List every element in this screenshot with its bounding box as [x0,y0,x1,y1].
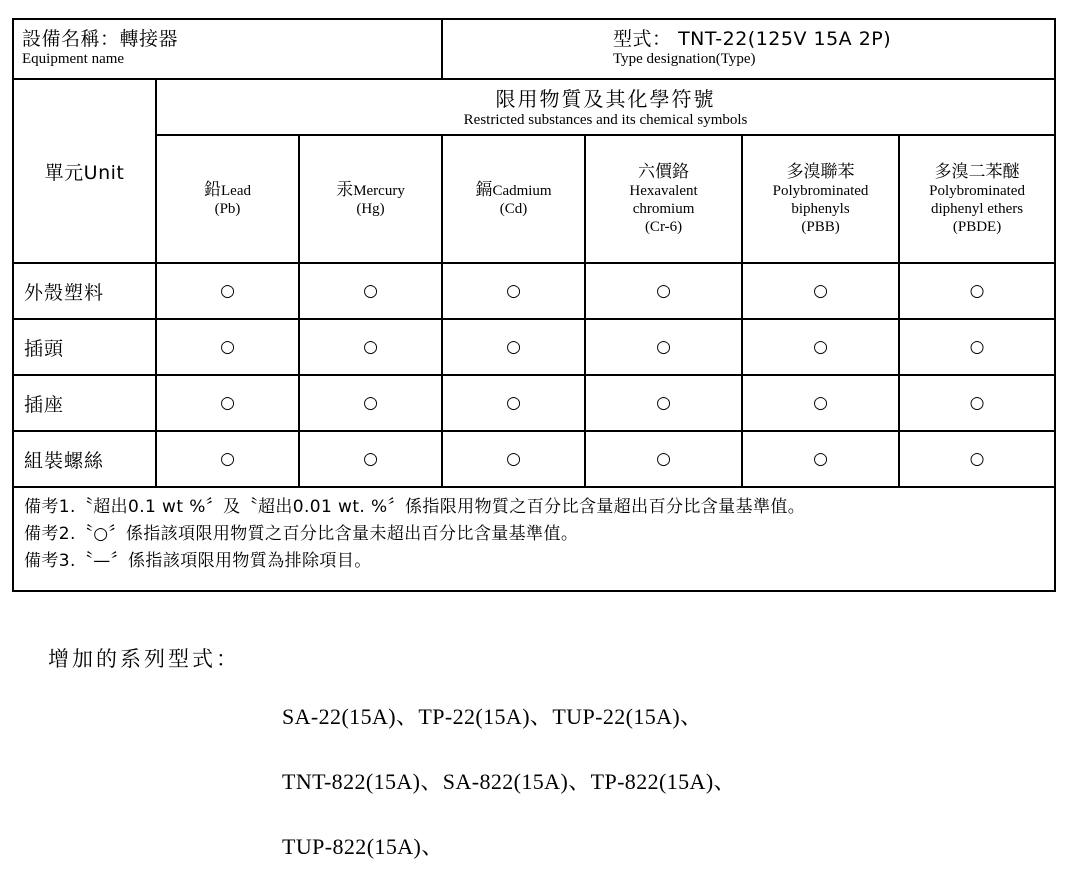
substance-header-hexavalent-chromium [585,135,742,263]
cell-2-5: ○ [899,375,1055,431]
table-header-row-substances [13,135,1055,263]
row-label-0: 外殼塑料 [13,263,156,319]
restricted-band-en: Restricted substances and its chemical symbols [463,112,748,128]
substance-symbol-3: (Cr-6) [644,219,683,236]
substance-extra-5: diphenyl ethers [931,201,1024,218]
substance-name-cn-0: 鉛 [204,179,221,200]
substance-name-en-0: Lead [221,182,251,199]
cell-3-0: ○ [156,431,299,487]
cell-3-1: ○ [299,431,442,487]
cell-1-1: ○ [299,319,442,375]
type-designation-en: Type designation(Type) [613,50,756,67]
substance-name-cn-1: 汞 [336,179,354,200]
cell-3-3: ○ [585,431,742,487]
row-label-1: 插頭 [13,319,156,375]
substance-header-cadmium [442,135,585,263]
table-header-row-equipment [13,19,1055,79]
cell-2-4: ○ [742,375,899,431]
notes-cell [13,487,1055,591]
unit-header-label: 單元Unit [44,161,125,184]
table-header-row-restricted [13,79,1055,135]
table-row [13,319,1055,375]
cell-0-0: ○ [156,263,299,319]
substance-header-lead [156,135,299,263]
table-row [13,375,1055,431]
substance-header-mercury [299,135,442,263]
cell-1-5: ○ [899,319,1055,375]
series-line-3: TUP-822(15A)、 [282,834,444,859]
substance-symbol-4: (PBB) [801,219,840,236]
equipment-name-en: Equipment name [22,50,125,67]
substance-symbol-0: (Pb) [214,201,241,218]
cell-0-3: ○ [585,263,742,319]
cell-2-0: ○ [156,375,299,431]
note-1: 備考1.〝超出0.1 wt %〞及〝超出0.01 wt. %〞係指限用物質之百分比含量超出百分比含量基準值。 [24,497,806,517]
series-list [282,700,736,895]
restricted-band-cn: 限用物質及其化學符號 [495,87,716,111]
substance-name-en-2: Cadmium [492,182,552,199]
substance-name-cn-4: 多溴聯苯 [786,161,855,182]
substance-name-cn-5: 多溴二苯醚 [934,161,1020,182]
series-line-2: TNT-822(15A)、SA-822(15A)、TP-822(15A)、 [282,769,736,794]
restricted-substances-band [156,79,1055,135]
type-designation-cn: 型式： TNT-22(125V 15A 2P) [613,27,892,50]
cell-1-0: ○ [156,319,299,375]
substance-name-en-3: Hexavalent [629,183,698,200]
substance-extra-3: chromium [632,201,695,218]
note-3: 備考3.〝—〞係指該項限用物質為排除項目。 [24,550,372,571]
unit-header-cell [13,79,156,263]
cell-0-4: ○ [742,263,899,319]
cell-2-3: ○ [585,375,742,431]
note-2: 備考2.〝○〞係指該項限用物質之百分比含量未超出百分比含量基準值。 [24,523,579,544]
substance-symbol-2: (Cd) [499,201,528,218]
substance-header-pbb [742,135,899,263]
substance-symbol-1: (Hg) [356,201,385,218]
cell-3-4: ○ [742,431,899,487]
substance-header-pbde [899,135,1055,263]
cell-0-1: ○ [299,263,442,319]
table-notes-row [13,487,1055,591]
cell-2-2: ○ [442,375,585,431]
cell-3-5: ○ [899,431,1055,487]
substance-name-en-1: Mercury [353,182,405,199]
cell-0-2: ○ [442,263,585,319]
cell-1-2: ○ [442,319,585,375]
table-row [13,431,1055,487]
cell-1-4: ○ [742,319,899,375]
substance-name-en-5: Polybrominated [929,183,1025,200]
type-designation-cell [442,19,1055,79]
series-line-1: SA-22(15A)、TP-22(15A)、TUP-22(15A)、 [282,704,703,729]
substance-name-en-4: Polybrominated [772,183,869,200]
substance-name-cn-2: 鎘 [475,179,493,200]
series-section-title: 增加的系列型式： [48,647,240,671]
table-row [13,263,1055,319]
equipment-name-cn: 設備名稱：轉接器 [22,27,179,50]
cell-0-5: ○ [899,263,1055,319]
substance-name-cn-3: 六價鉻 [638,161,690,182]
cell-2-1: ○ [299,375,442,431]
equipment-name-cell [13,19,442,79]
substance-extra-4: biphenyls [791,201,850,218]
substance-symbol-5: (PBDE) [952,219,1002,236]
row-label-2: 插座 [13,375,156,431]
cell-1-3: ○ [585,319,742,375]
rohs-declaration-table [12,18,1056,592]
row-label-3: 組裝螺絲 [13,431,156,487]
cell-3-2: ○ [442,431,585,487]
